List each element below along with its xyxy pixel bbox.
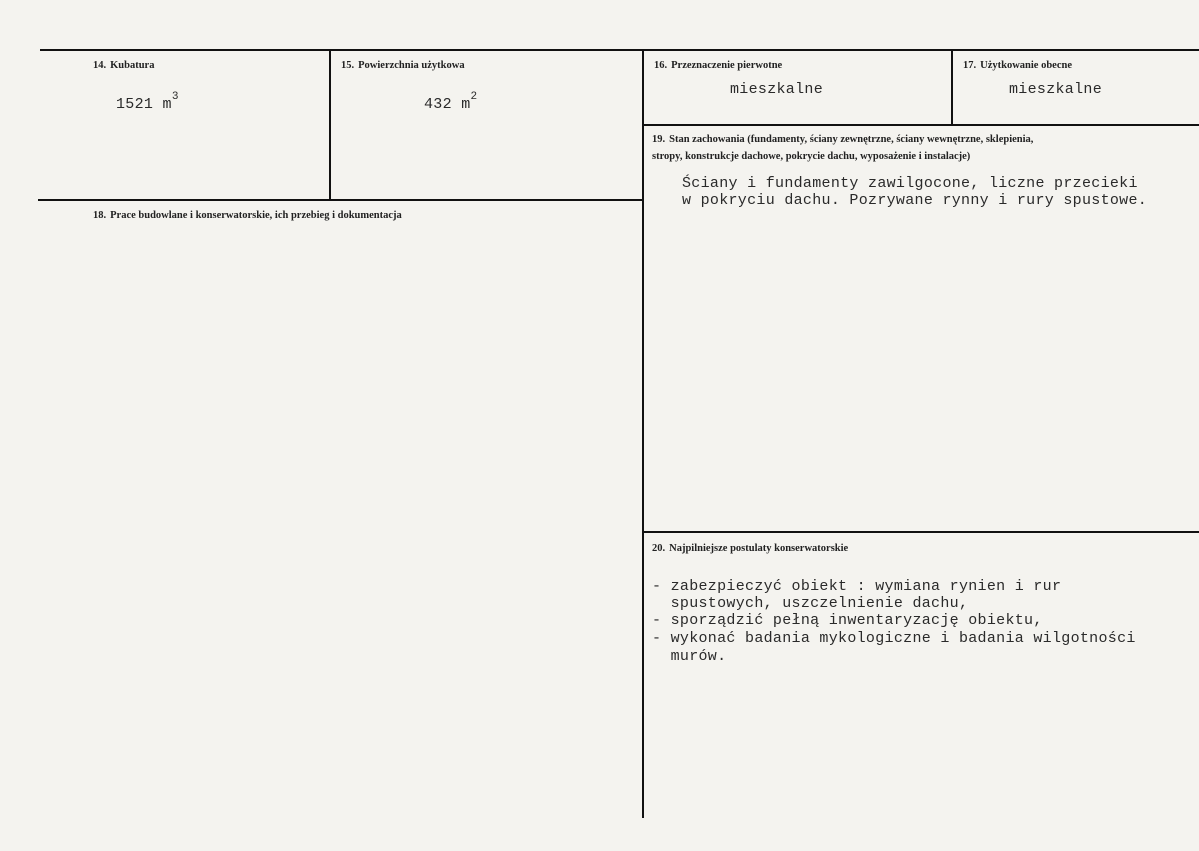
field-16-label (654, 57, 782, 74)
kubatura-value: 1521 (116, 96, 154, 113)
field-18-title: Prace budowlane i konserwatorskie, ich przebieg i dokumentacja (110, 210, 402, 221)
powierzchnia-value: 432 (424, 96, 452, 113)
field-17-label (963, 57, 1072, 74)
field-20-text-line: spustowych, uszczelnienie dachu, (652, 595, 969, 612)
field-19-title-line-2: stropy, konstrukcje dachowe, pokrycie dachu, wyposażenie i instalacje) (652, 151, 971, 162)
divider-16-17 (951, 51, 953, 124)
divider-left-right (642, 51, 644, 818)
top-rule (40, 49, 1199, 51)
field-19-label (652, 131, 1033, 148)
rule-below-16-17 (644, 124, 1199, 126)
kubatura-unit: m (162, 96, 172, 113)
field-18-label (93, 207, 402, 224)
field-20-text-line: murów. (652, 648, 727, 665)
field-19-text-line: w pokryciu dachu. Pozrywane rynny i rury spustowe. (682, 192, 1148, 209)
field-18-number: 18. (93, 210, 107, 221)
field-17-number: 17. (963, 60, 977, 71)
field-19-title-line-1: Stan zachowania (fundamenty, ściany zewnętrzne, ściany wewnętrzne, sklepienia, (669, 134, 1034, 145)
field-20-number: 20. (652, 543, 666, 554)
field-16-title: Przeznaczenie pierwotne (671, 60, 783, 71)
field-20-text-line: - zabezpieczyć obiekt : wymiana rynien i rur (652, 578, 1062, 595)
field-17-value: mieszkalne (1009, 81, 1103, 98)
field-20-label (652, 540, 848, 557)
field-15-title: Powierzchnia użytkowa (358, 60, 465, 71)
powierzchnia-exponent: 2 (470, 91, 478, 103)
field-19-number: 19. (652, 134, 666, 145)
field-14-title: Kubatura (110, 60, 155, 71)
field-20-title: Najpilniejsze postulaty konserwatorskie (669, 543, 849, 554)
field-15-number: 15. (341, 60, 355, 71)
field-16-number: 16. (654, 60, 668, 71)
rule-above-20 (644, 531, 1199, 533)
divider-14-15 (329, 51, 331, 199)
field-15-value (424, 92, 477, 113)
field-19-text-line: Ściany i fundamenty zawilgocone, liczne przecieki (682, 175, 1138, 192)
field-15-label (341, 57, 465, 74)
powierzchnia-unit: m (461, 96, 471, 113)
field-14-number: 14. (93, 60, 107, 71)
kubatura-exponent: 3 (171, 91, 179, 103)
field-20-text-line: - wykonać badania mykologiczne i badania wilgotności (652, 630, 1136, 647)
field-14-label (93, 57, 154, 74)
field-16-value: mieszkalne (730, 81, 824, 98)
field-19-label-cont (652, 148, 970, 165)
rule-below-14-15 (38, 199, 642, 201)
field-14-value (116, 92, 179, 113)
field-20-text-line: - sporządzić pełną inwentaryzację obiektu, (652, 612, 1043, 629)
field-17-title: Użytkowanie obecne (980, 60, 1072, 71)
